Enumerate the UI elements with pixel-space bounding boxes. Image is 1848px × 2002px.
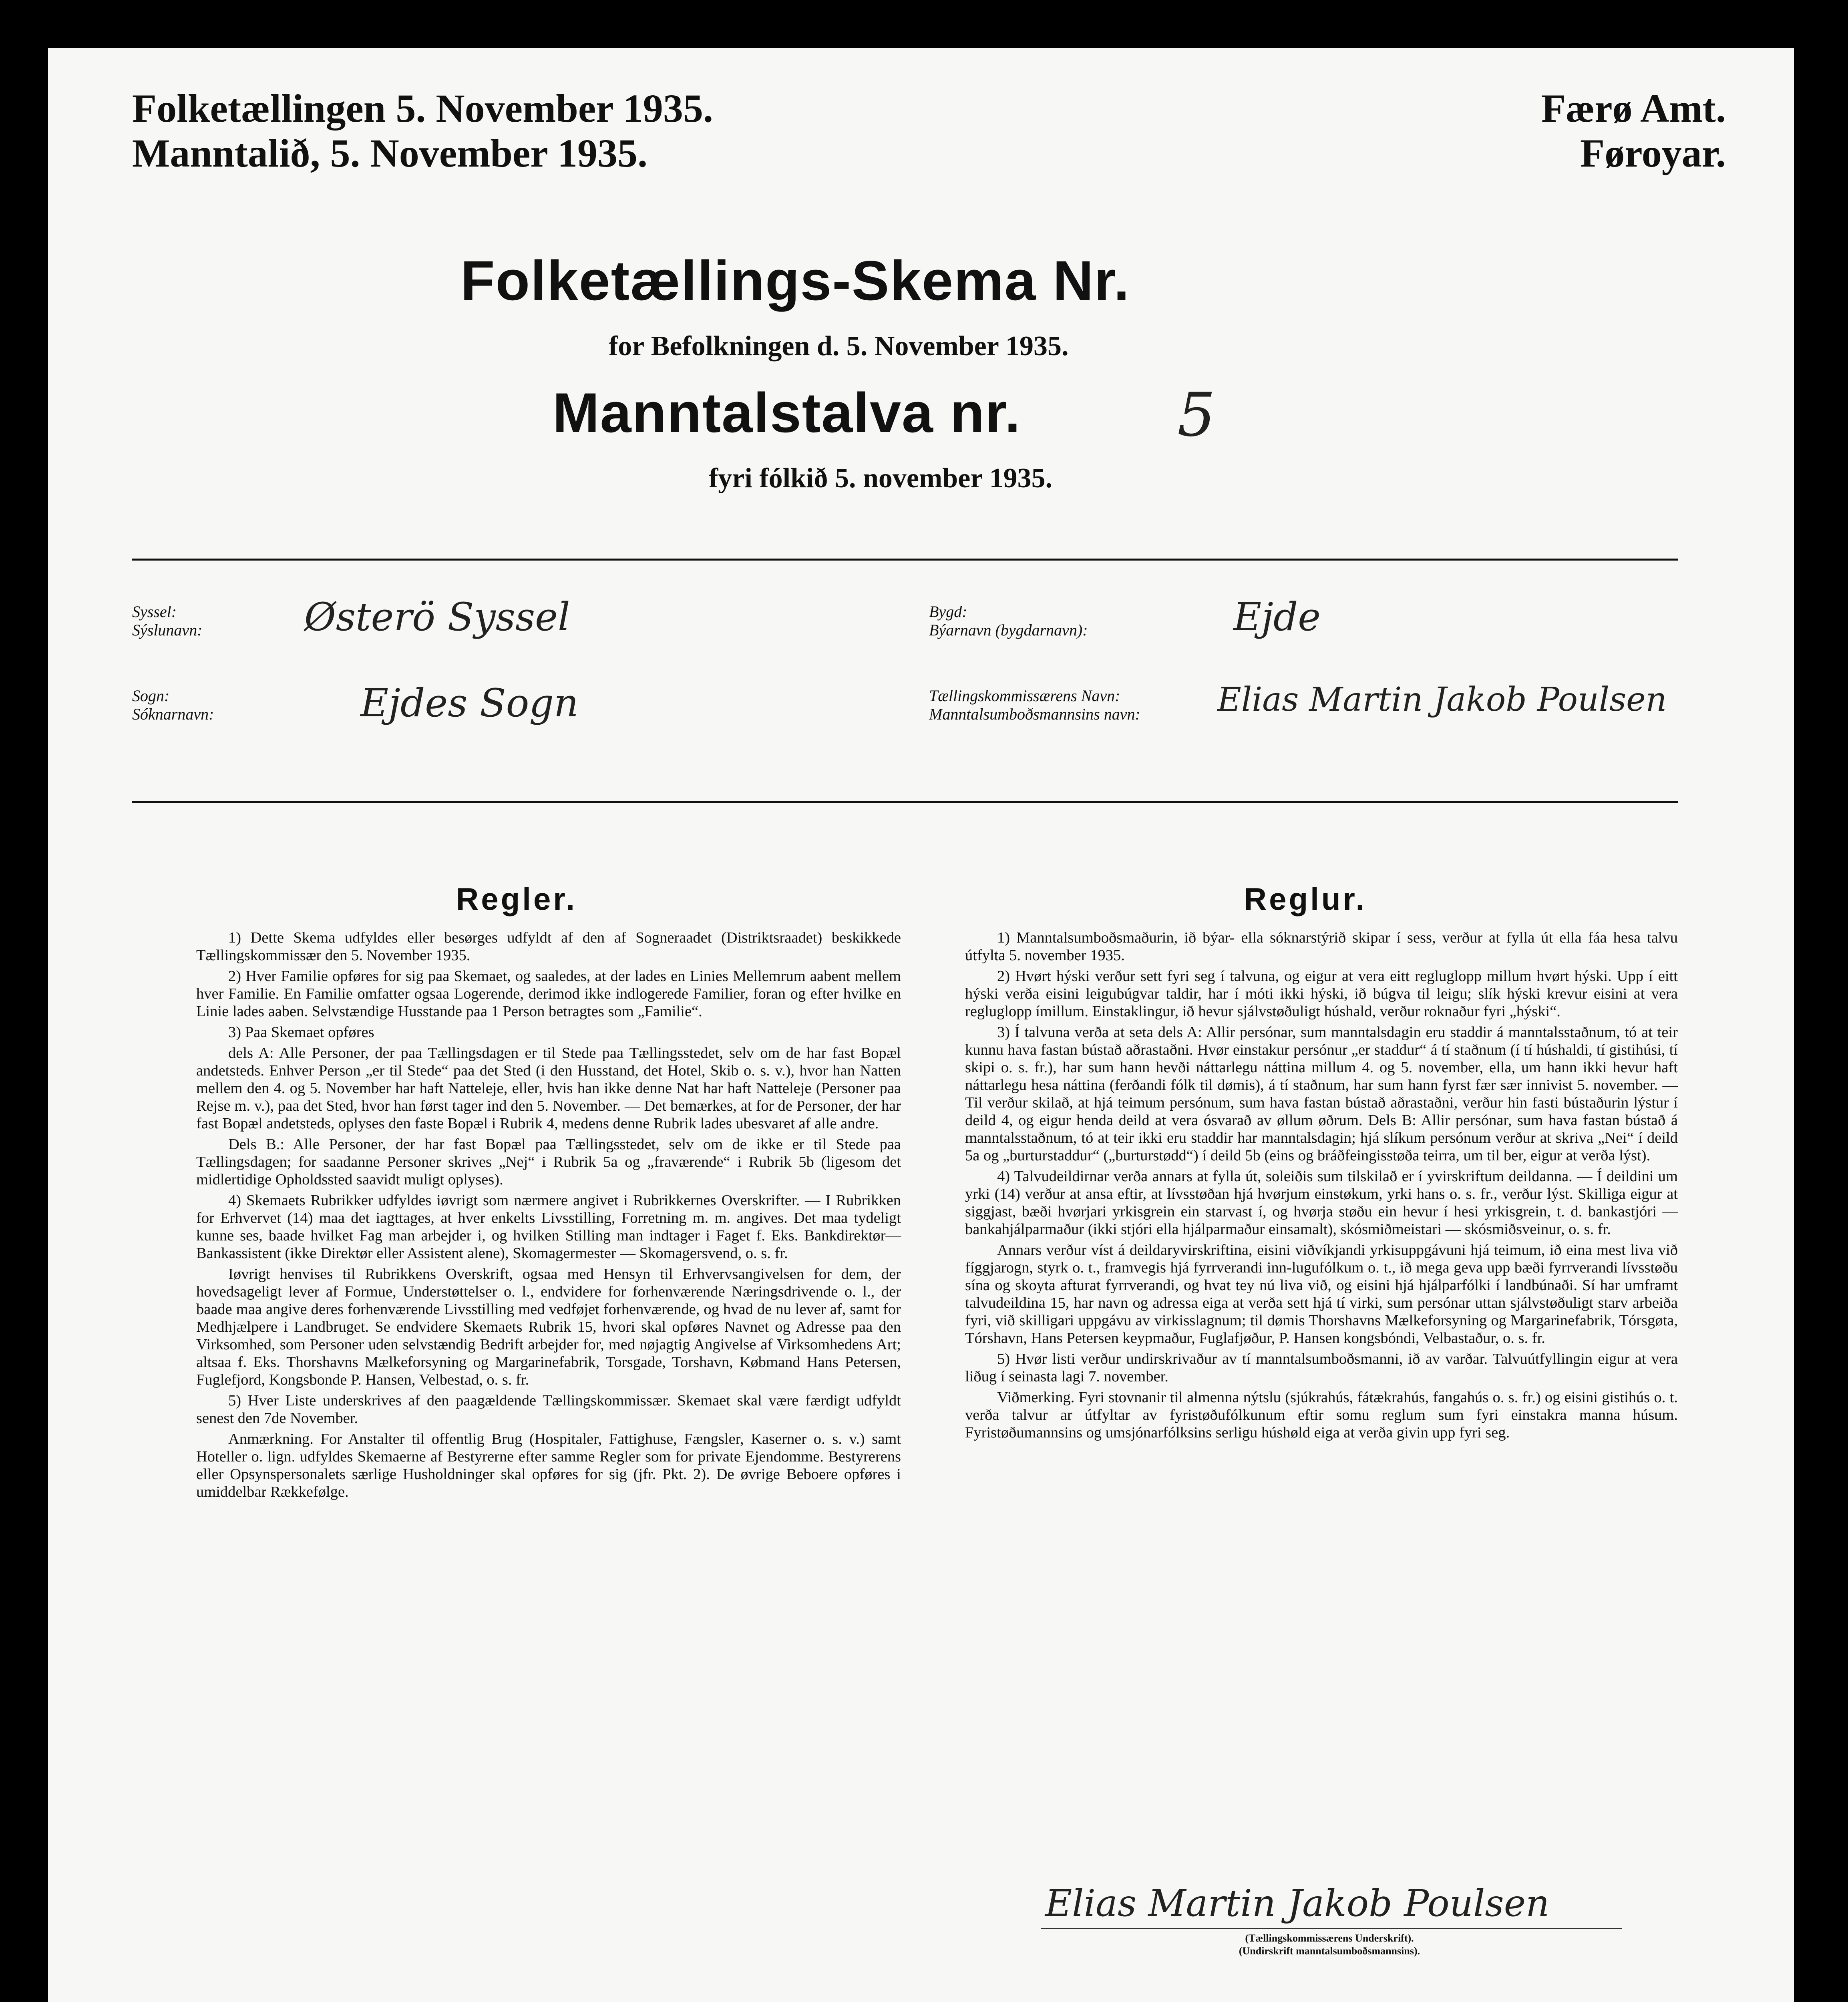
bygd-value: Ejde bbox=[1233, 595, 1321, 639]
reglur-paragraph: 1) Manntalsumboðsmaðurin, ið býar- ella sóknarstýrið skipar í sess, verður at fylla út ella fáa hesa talvu útfylta 5. november 1935. bbox=[965, 929, 1678, 964]
regler-paragraph: dels A: Alle Personer, der paa Tællingsdagen er til Stede paa Tællingsstedet, selv om de har fast Bopæl andetsteds. Enhver Person „er til Stede“ paa det Sted (i den Husstand, det Hotel, Skib o. s. v.), hvor han Natten mellem den 4. og 5. November har haft Natteleje, eller, hvis han ikke denne Nat har haft Natteleje (Personer paa Rejse m. v.), paa det Sted, hvor han først tager ind den 5. November. — Det bemærkes, at for de Personer, der har fast Bopæl andetsteds, oplyses den faste Bopæl i Rubrik 4, medens denne Rubrik lades ubesvaret af alle andre. bbox=[196, 1045, 901, 1132]
regler-paragraph: Dels B.: Alle Personer, der har fast Bopæl paa Tællingsstedet, selv om de ikke er til Stede paa Tællingsdagen; for saadanne Personer skrives „Nej“ i Rubrik 5a og „fraværende“ i Rubrik 5b (ligesom det midlertidige Opholdssted saavidt muligt oplyses). bbox=[196, 1136, 901, 1188]
kommissaer-value: Elias Martin Jakob Poulsen bbox=[1217, 681, 1667, 719]
syssel-label: Syssel: Sýslunavn: bbox=[132, 603, 203, 639]
reglur-paragraph: 2) Hvørt hýski verður sett fyri seg í talvuna, og eigur at vera eitt regluglopp millum hvørt hýski. Upp í eitt hýski verða eisini leigubúgvar taldir, har í móti ikki hýski, ið búgva til leigu; slík hýski krevur eisini at vera regluglopp ímillum. Einstaklingur, ið hevur sjálvstøðuligt húshald, verður roknaður fyri „hýski“. bbox=[965, 968, 1678, 1020]
fields-divider bbox=[132, 801, 1678, 803]
header-left-line1: Folketællingen 5. November 1935. bbox=[132, 86, 713, 131]
reglur-paragraph: 3) Í talvuna verða at seta dels A: Allir persónar, sum manntalsdagin eru staddir á manntalsstaðnum, tó at teir kunnu hava fastan bústað aðrastaðni. Hvør einstakur persónur „er staddur“ á tí staðnum (í tí húshaldi, tí gistihúsi, tí skipi o. s. fr.), har sum hann hevði náttarlegu náttina millum 4. og 5. november, ella, um hann ikki hevur haft náttarlegu hesa náttina (ferðandi fólk til dømis), á tí staðnum, har sum hann fyrst fær sær innivist 5. november. — Til verður skilað, at hjá teimum persónum, sum hava fastan bústað aðrastaðni, verður hin fasti bústaðurin lýstur í deild 4, og eigur henda deild at vera ósvarað av øllum øðrum. Dels B: Allir persónar, sum hava fastan bústað á manntalsstaðnum, tó at teir ikki eru staddir har manntalsdagin; hjá slíkum persónum verður at skriva „Nei“ í deild 5a og „burturstaddur“ („burturstødd“) í deild 5b (eins og bráðfeingisstøða teirra, um til ber, eigur at verða lýst). bbox=[965, 1024, 1678, 1164]
regler-paragraph: 2) Hver Familie opføres for sig paa Skemaet, og saaledes, at der lades en Linies Mellemrum aabent mellem hver Familie. En Familie omfatter ogsaa Logerende, derimod ikke indlogerede Familier, foran og efter hvilke en Linie lades aaben. Selvstændige Husstande paa 1 Person betragtes som „Familie“. bbox=[196, 968, 901, 1020]
header-right bbox=[1506, 86, 1726, 176]
sogn-value: Ejdes Sogn bbox=[360, 681, 579, 726]
regler-paragraph: 5) Hver Liste underskrives af den paagældende Tællingskommissær. Skemaet skal være færdigt udfyldt senest den 7de November. bbox=[196, 1392, 901, 1427]
syssel-value: Østerö Syssel bbox=[304, 595, 570, 639]
header-right-line1: Færø Amt. bbox=[1541, 86, 1726, 131]
regler-paragraph: 4) Skemaets Rubrikker udfyldes iøvrigt som nærmere angivet i Rubrikkernes Overskrifter. — I Rubrikken for Erhvervet (14) maa det iagttages, at hver enkelts Livsstilling, Forretning m. m. angives. Det maa tydeligt kunne ses, baade hvilket Fag man arbejder i, og hvilken Stilling man indtager i Faget f. Eks. Bankdirektør—Bankassistent (ikke Direktør eller Assistent alene), Skomagermester — Skomagersvend, o. s. fr. bbox=[196, 1192, 901, 1262]
regler-heading: Regler. bbox=[456, 881, 577, 917]
regler-paragraph: 3) Paa Skemaet opføres bbox=[228, 1024, 374, 1041]
regler-paragraph: Anmærkning. For Anstalter til offentlig Brug (Hospitaler, Fattighuse, Fængsler, Kaserner o. s. v.) samt Hoteller o. lign. udfyldes Skemaerne af Bestyrerne efter samme Regler som for private Ejendomme. Bestyrerens eller Opsynspersonalets særlige Husholdninger skal opføres for sig (jfr. Pkt. 2). De øvrige Beboere opføres i umiddelbar Rækkefølge. bbox=[196, 1431, 901, 1500]
reglur-text bbox=[965, 929, 1678, 1445]
header-left bbox=[132, 86, 713, 176]
signature-handwritten: Elias Martin Jakob Poulsen bbox=[1045, 1882, 1550, 1925]
form-subtitle: for Befolkningen d. 5. November 1935. bbox=[609, 331, 1069, 362]
form-title-faroese: Manntalstalva nr. bbox=[553, 381, 1021, 444]
sogn-label: Sogn: Sóknarnavn: bbox=[132, 687, 214, 723]
header-left-line2: Manntalið, 5. November 1935. bbox=[132, 131, 648, 175]
signature-line bbox=[1041, 1928, 1622, 1929]
reglur-paragraph: Viðmerking. Fyri stovnanir til almenna nýtslu (sjúkrahús, fátækrahús, fangahús o. s. fr.) og eisini gistihús o. t. verða talvur ar útfyltar av fyristøðufólkunum eftir somu reglum sum fyri einstakra manna húsum. Fyristøðumannsins og umsjónarfólksins serligu húshøld eiga at verða givin upp fyri seg. bbox=[965, 1389, 1678, 1441]
reglur-paragraph: 4) Talvudeildirnar verða annars at fylla út, soleiðis sum tilskilað er í yvirskriftum deildanna. — Í deildini um yrki (14) verður at ansa eftir, at lívsstøðan hjá hvørjum einstøkum, yrki hans o. s. fr., verður lýst. Skilliga eigur at siggjast, bæði hvørjari yrkisgrein ein starvast í, og hvørja støðu ein hevur í hesi yrkisgrein, t. d. bankastjóri — bankahjálparmaður (ikki stjóri ella hjálparmaður einsamalt), skósmiðmeistari — skósmiðsveinur, o. s. fr. bbox=[965, 1168, 1678, 1238]
bygd-label: Bygd: Býarnavn (bygdarnavn): bbox=[929, 603, 1088, 639]
reglur-paragraph: 5) Hvør listi verður undirskrivaður av tí manntalsumboðsmanni, ið av varðar. Talvuútfyllingin eigur at vera liðug í seinasta lagi 7. november. bbox=[965, 1351, 1678, 1385]
census-form-sheet bbox=[48, 48, 1794, 2002]
form-number-handwritten: 5 bbox=[1177, 380, 1216, 450]
reglur-paragraph: Annars verður víst á deildaryvirskriftina, eisini viðvíkjandi yrkisuppgávuni hjá teimum, ið eina mest liva við fíggjarogn, styrk o. t., framvegis hjá fyrrverandi inn-lugufólkum o. t., ið mega geva upp bæði fyrrverandi lívsstøðu sína og skoyta afturat fyrrverandi, og hvat tey nú liva við, og eisini hjá hjálparfólki í landbúnaði. Sí har umframt talvudeildina 15, har navn og adressa eiga at verða sett hjá tí virki, sum persónar uttan sjálvstøðuligt starv arbeiða fyri, við skilligari uppgávu av virkisslagnum; til dømis Thorshavns Mælkeforsyning og Margarinefabrik, Tórsgøta, Tórshavn, Hans Petersen keypmaður, Fuglafjøður, P. Hansen kongsbóndi, Velbastaður, o. s. fr. bbox=[965, 1242, 1678, 1347]
form-subtitle-faroese: fyri fólkið 5. november 1935. bbox=[709, 463, 1053, 494]
regler-text bbox=[196, 929, 901, 1504]
signature-caption: (Tællingskommissærens Underskrift). (Undirskrift manntalsumboðsmannsins). bbox=[1239, 1932, 1420, 1957]
reglur-heading: Reglur. bbox=[1244, 881, 1367, 917]
regler-paragraph: 1) Dette Skema udfyldes eller besørges udfyldt af den af Sogneraadet (Distriktsraadet) beskikkede Tællingskommissær den 5. November 1935. bbox=[196, 929, 901, 964]
top-divider bbox=[132, 559, 1678, 561]
regler-paragraph: Iøvrigt henvises til Rubrikkens Overskrift, ogsaa med Hensyn til Erhvervsangivelsen for dem, der hovedsageligt lever af Formue, Understøttelser o. l., endvidere for forhenværende Næringsdrivende o. l., der baade maa angive deres forhenværende Livsstilling med vedføjet forhenværende, og hvad de nu lever af, samt for Medhjælpere i Landbruget. Se endvidere Skemaets Rubrik 15, hvori skal opføres Navnet og Adresse paa den Virksomhed, som Personer uden selvstændig Bedrift arbejder for, med nøjagtig Angivelse af Virksomhedens Art; altsaa f. Eks. Thorshavns Mælkeforsyning og Margarinefabrik, Torsgade, Torshavn, Købmand Hans Petersen, Fuglefjord, Kongsbonde P. Hansen, Velbestad, o. s. fr. bbox=[196, 1266, 901, 1388]
form-title: Folketællings-Skema Nr. bbox=[460, 249, 1130, 312]
header-right-line2: Føroyar. bbox=[1580, 131, 1726, 175]
kommissaer-label: Tællingskommissærens Navn: Manntalsumboðsmannsins navn: bbox=[929, 687, 1140, 723]
